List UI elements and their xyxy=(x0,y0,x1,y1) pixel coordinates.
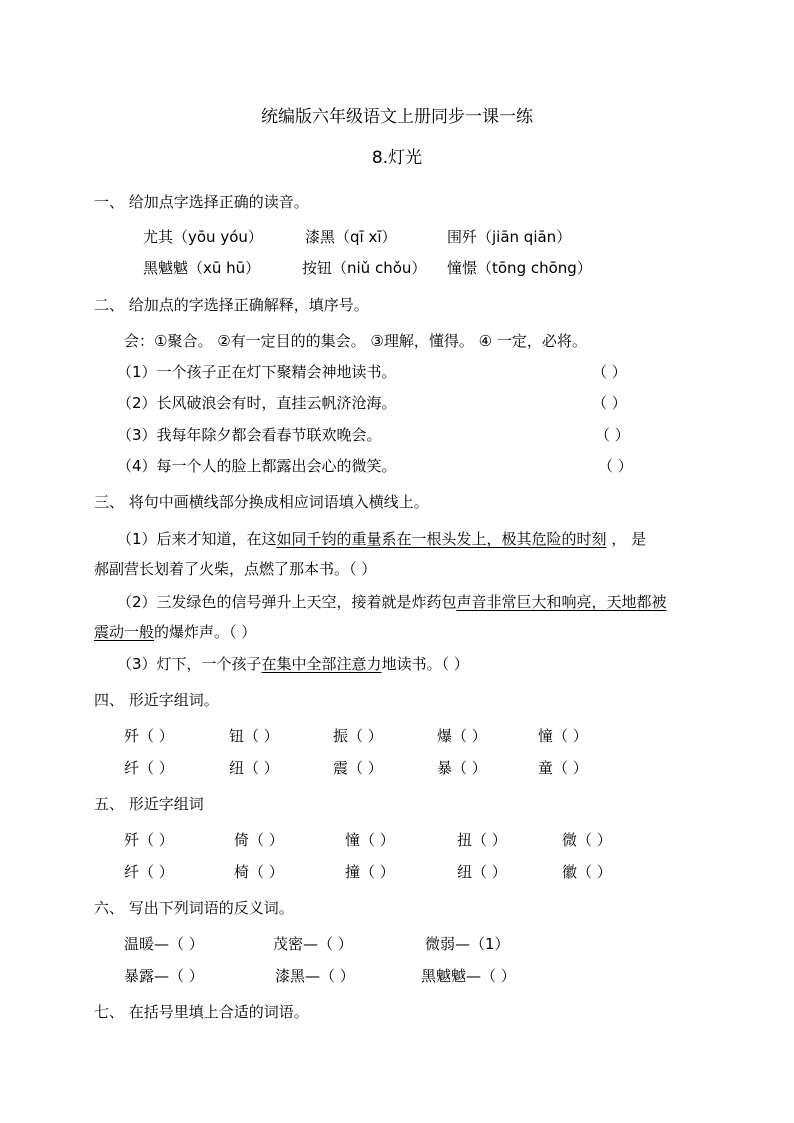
s1-item: 围歼（jiān qiān） xyxy=(447,228,572,246)
s4-item[interactable]: 憧（ ） xyxy=(538,727,588,745)
s2-question: （1）一个孩子正在灯下聚精会神地读书。 xyxy=(117,363,397,381)
s3-q1-underlined: 如同千钧的重量系在一根头发上，极其危险的时刻 xyxy=(276,530,607,548)
s6-item[interactable]: 暴露—（ ） xyxy=(124,967,204,985)
s4-item[interactable]: 纤（ ） xyxy=(124,759,174,777)
section-6-heading: 六、 写出下列词语的反义词。 xyxy=(94,899,294,917)
s5-item[interactable]: 徽（ ） xyxy=(562,863,612,881)
s5-item[interactable]: 纽（ ） xyxy=(457,863,507,881)
s5-item[interactable]: 微（ ） xyxy=(562,831,612,849)
section-7-heading: 七、 在括号里填上合适的词语。 xyxy=(94,1003,309,1021)
s3-q2-underlined: 震动一般 xyxy=(94,623,155,641)
section-4-heading: 四、 形近字组词。 xyxy=(94,691,219,709)
lesson-title: 8.灯光 xyxy=(371,148,423,168)
s5-item[interactable]: 倚（ ） xyxy=(234,831,284,849)
s1-item: 憧憬（tōng chōng） xyxy=(447,259,592,277)
s2-question: （2）长风破浪会有时，直挂云帆济沧海。 xyxy=(117,394,397,412)
s4-item[interactable]: 振（ ） xyxy=(333,727,383,745)
s5-item[interactable]: 歼（ ） xyxy=(124,831,174,849)
answer-blank[interactable]: （ ） xyxy=(592,363,627,381)
s3-q2-text: （2）三发绿色的信号弹升上天空，接着就是炸药包 xyxy=(117,593,457,611)
s4-item[interactable]: 钮（ ） xyxy=(229,727,279,745)
s1-item: 漆黑（qī xī） xyxy=(305,228,397,246)
answer-blank[interactable]: （ ） xyxy=(592,394,627,412)
s3-q2-text: 的爆炸声。（ ） xyxy=(154,623,257,641)
page-title: 统编版六年级语文上册同步一课一练 xyxy=(261,107,533,127)
section-5-heading: 五、 形近字组词 xyxy=(94,795,204,813)
s3-q1-text: （1）后来才知道，在这 xyxy=(117,530,277,548)
s5-item[interactable]: 扭（ ） xyxy=(457,831,507,849)
s6-item[interactable]: 黑魆魆—（ ） xyxy=(421,967,516,985)
s5-item[interactable]: 撞（ ） xyxy=(345,863,395,881)
s3-question-2-cont xyxy=(94,622,256,642)
section-3-heading: 三、 将句中画横线部分换成相应词语填入横线上。 xyxy=(94,493,429,511)
s1-item: 尤其（yōu yóu） xyxy=(143,228,263,246)
s3-question-2 xyxy=(117,592,667,612)
s3-q1-cont: 郝副营长划着了火柴，点燃了那本书。（ ） xyxy=(94,560,377,578)
s4-item[interactable]: 童（ ） xyxy=(538,759,588,777)
s1-item: 按钮（niǔ chǒu） xyxy=(302,259,427,277)
s3-q3-underlined: 在集中全部注意力 xyxy=(261,655,382,673)
s2-question: （3）我每年除夕都会看春节联欢晚会。 xyxy=(117,426,382,444)
s6-item[interactable]: 微弱—（1） xyxy=(425,935,510,953)
answer-blank[interactable]: （ ） xyxy=(598,457,633,475)
s6-item[interactable]: 漆黑—（ ） xyxy=(275,967,355,985)
s3-question-1 xyxy=(117,529,646,549)
s5-item[interactable]: 憧（ ） xyxy=(345,831,395,849)
s2-options: 会：①聚合。 ②有一定目的的集会。 ③理解，懂得。 ④ 一定，必将。 xyxy=(124,332,587,350)
s6-item[interactable]: 温暖—（ ） xyxy=(124,935,204,953)
section-2-heading: 二、 给加点的字选择正确解释，填序号。 xyxy=(94,296,369,314)
s1-item: 黑魆魆（xū hū） xyxy=(143,259,261,277)
s4-item[interactable]: 暴（ ） xyxy=(437,759,487,777)
answer-blank[interactable]: （ ） xyxy=(595,426,630,444)
s3-question-3 xyxy=(117,654,469,674)
s5-item[interactable]: 椅（ ） xyxy=(234,863,284,881)
section-1-heading: 一、 给加点字选择正确的读音。 xyxy=(94,193,309,211)
s3-q2-underlined: 声音非常巨大和响亮，天地都被 xyxy=(456,593,667,611)
s4-item[interactable]: 纽（ ） xyxy=(229,759,279,777)
s4-item[interactable]: 爆（ ） xyxy=(437,727,487,745)
s6-item[interactable]: 茂密—（ ） xyxy=(273,935,353,953)
s3-q1-text: ， 是 xyxy=(606,530,647,548)
s3-q3-text: 地读书。（ ） xyxy=(381,655,469,673)
s4-item[interactable]: 歼（ ） xyxy=(124,727,174,745)
s3-q3-text: （3）灯下，一个孩子 xyxy=(117,655,262,673)
s2-question: （4）每一个人的脸上都露出会心的微笑。 xyxy=(117,457,397,475)
s5-item[interactable]: 纤（ ） xyxy=(124,863,174,881)
s4-item[interactable]: 震（ ） xyxy=(333,759,383,777)
